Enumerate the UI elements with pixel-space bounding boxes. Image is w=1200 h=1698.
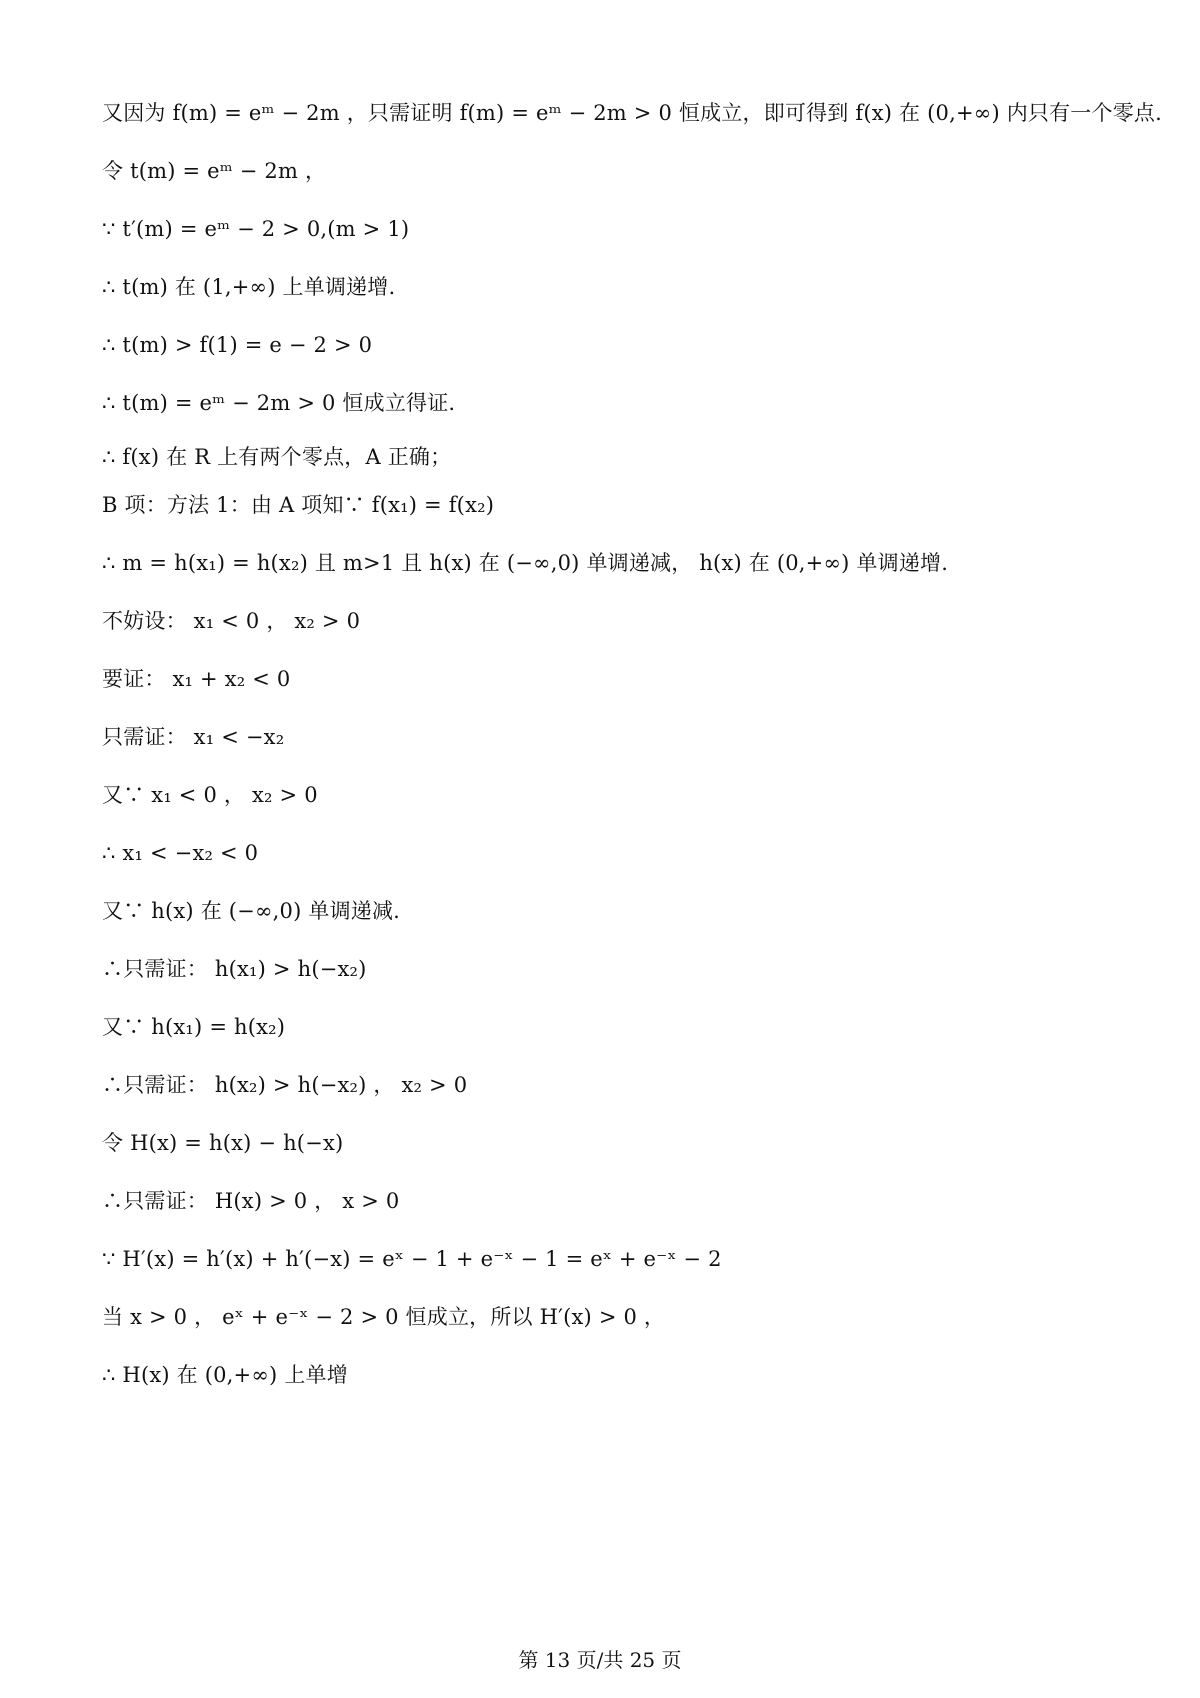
text-line: ∴只需证： h(x₂) > h(−x₂) ， x₂ > 0 — [102, 1073, 468, 1097]
text-line: ∴ t(m) 在 (1,+∞) 上单调递增. — [102, 275, 396, 299]
text-line: 令 H(x) = h(x) − h(−x) — [102, 1131, 344, 1155]
text-line: ∵ H′(x) = h′(x) + h′(−x) = eˣ − 1 + e⁻ˣ − 1 = eˣ + e⁻ˣ − 2 — [102, 1247, 722, 1271]
text-line: 只需证： x₁ < −x₂ — [102, 725, 285, 749]
page-number-footer: 第 13 页/共 25 页 — [518, 1648, 682, 1672]
text-line: ∴ t(m) > f(1) = e − 2 > 0 — [102, 333, 373, 357]
text-line: 要证： x₁ + x₂ < 0 — [102, 667, 291, 691]
text-line: 又因为 f(m) = eᵐ − 2m ，只需证明 f(m) = eᵐ − 2m > 0 恒成立，即可得到 f(x) 在 (0,+∞) 内只有一个零点. — [102, 101, 1162, 125]
text-line: 又∵ x₁ < 0 ， x₂ > 0 — [102, 783, 318, 807]
text-line: ∴只需证： H(x) > 0 ， x > 0 — [102, 1189, 400, 1213]
text-line: 令 t(m) = eᵐ − 2m ， — [102, 159, 327, 183]
text-line: ∴ t(m) = eᵐ − 2m > 0 恒成立得证. — [102, 391, 456, 415]
text-line: ∴ f(x) 在 R 上有两个零点，A 正确； — [102, 445, 452, 469]
text-line: 又∵ h(x₁) = h(x₂) — [102, 1015, 286, 1039]
text-line: ∴ x₁ < −x₂ < 0 — [102, 841, 259, 865]
text-line: 不妨设： x₁ < 0 ， x₂ > 0 — [102, 609, 361, 633]
text-line: ∵ t′(m) = eᵐ − 2 > 0,(m > 1) — [102, 217, 410, 241]
text-line: 当 x > 0 ， eˣ + e⁻ˣ − 2 > 0 恒成立，所以 H′(x) > 0 ， — [102, 1305, 666, 1329]
text-line: ∴ m = h(x₁) = h(x₂) 且 m>1 且 h(x) 在 (−∞,0) 单调递减， h(x) 在 (0,+∞) 单调递增. — [102, 551, 949, 575]
text-line: ∴只需证： h(x₁) > h(−x₂) — [102, 957, 367, 981]
text-line: ∴ H(x) 在 (0,+∞) 上单增 — [102, 1363, 348, 1387]
text-line: B 项：方法 1：由 A 项知∵ f(x₁) = f(x₂) — [102, 493, 495, 517]
text-line: 又∵ h(x) 在 (−∞,0) 单调递减. — [102, 899, 401, 923]
